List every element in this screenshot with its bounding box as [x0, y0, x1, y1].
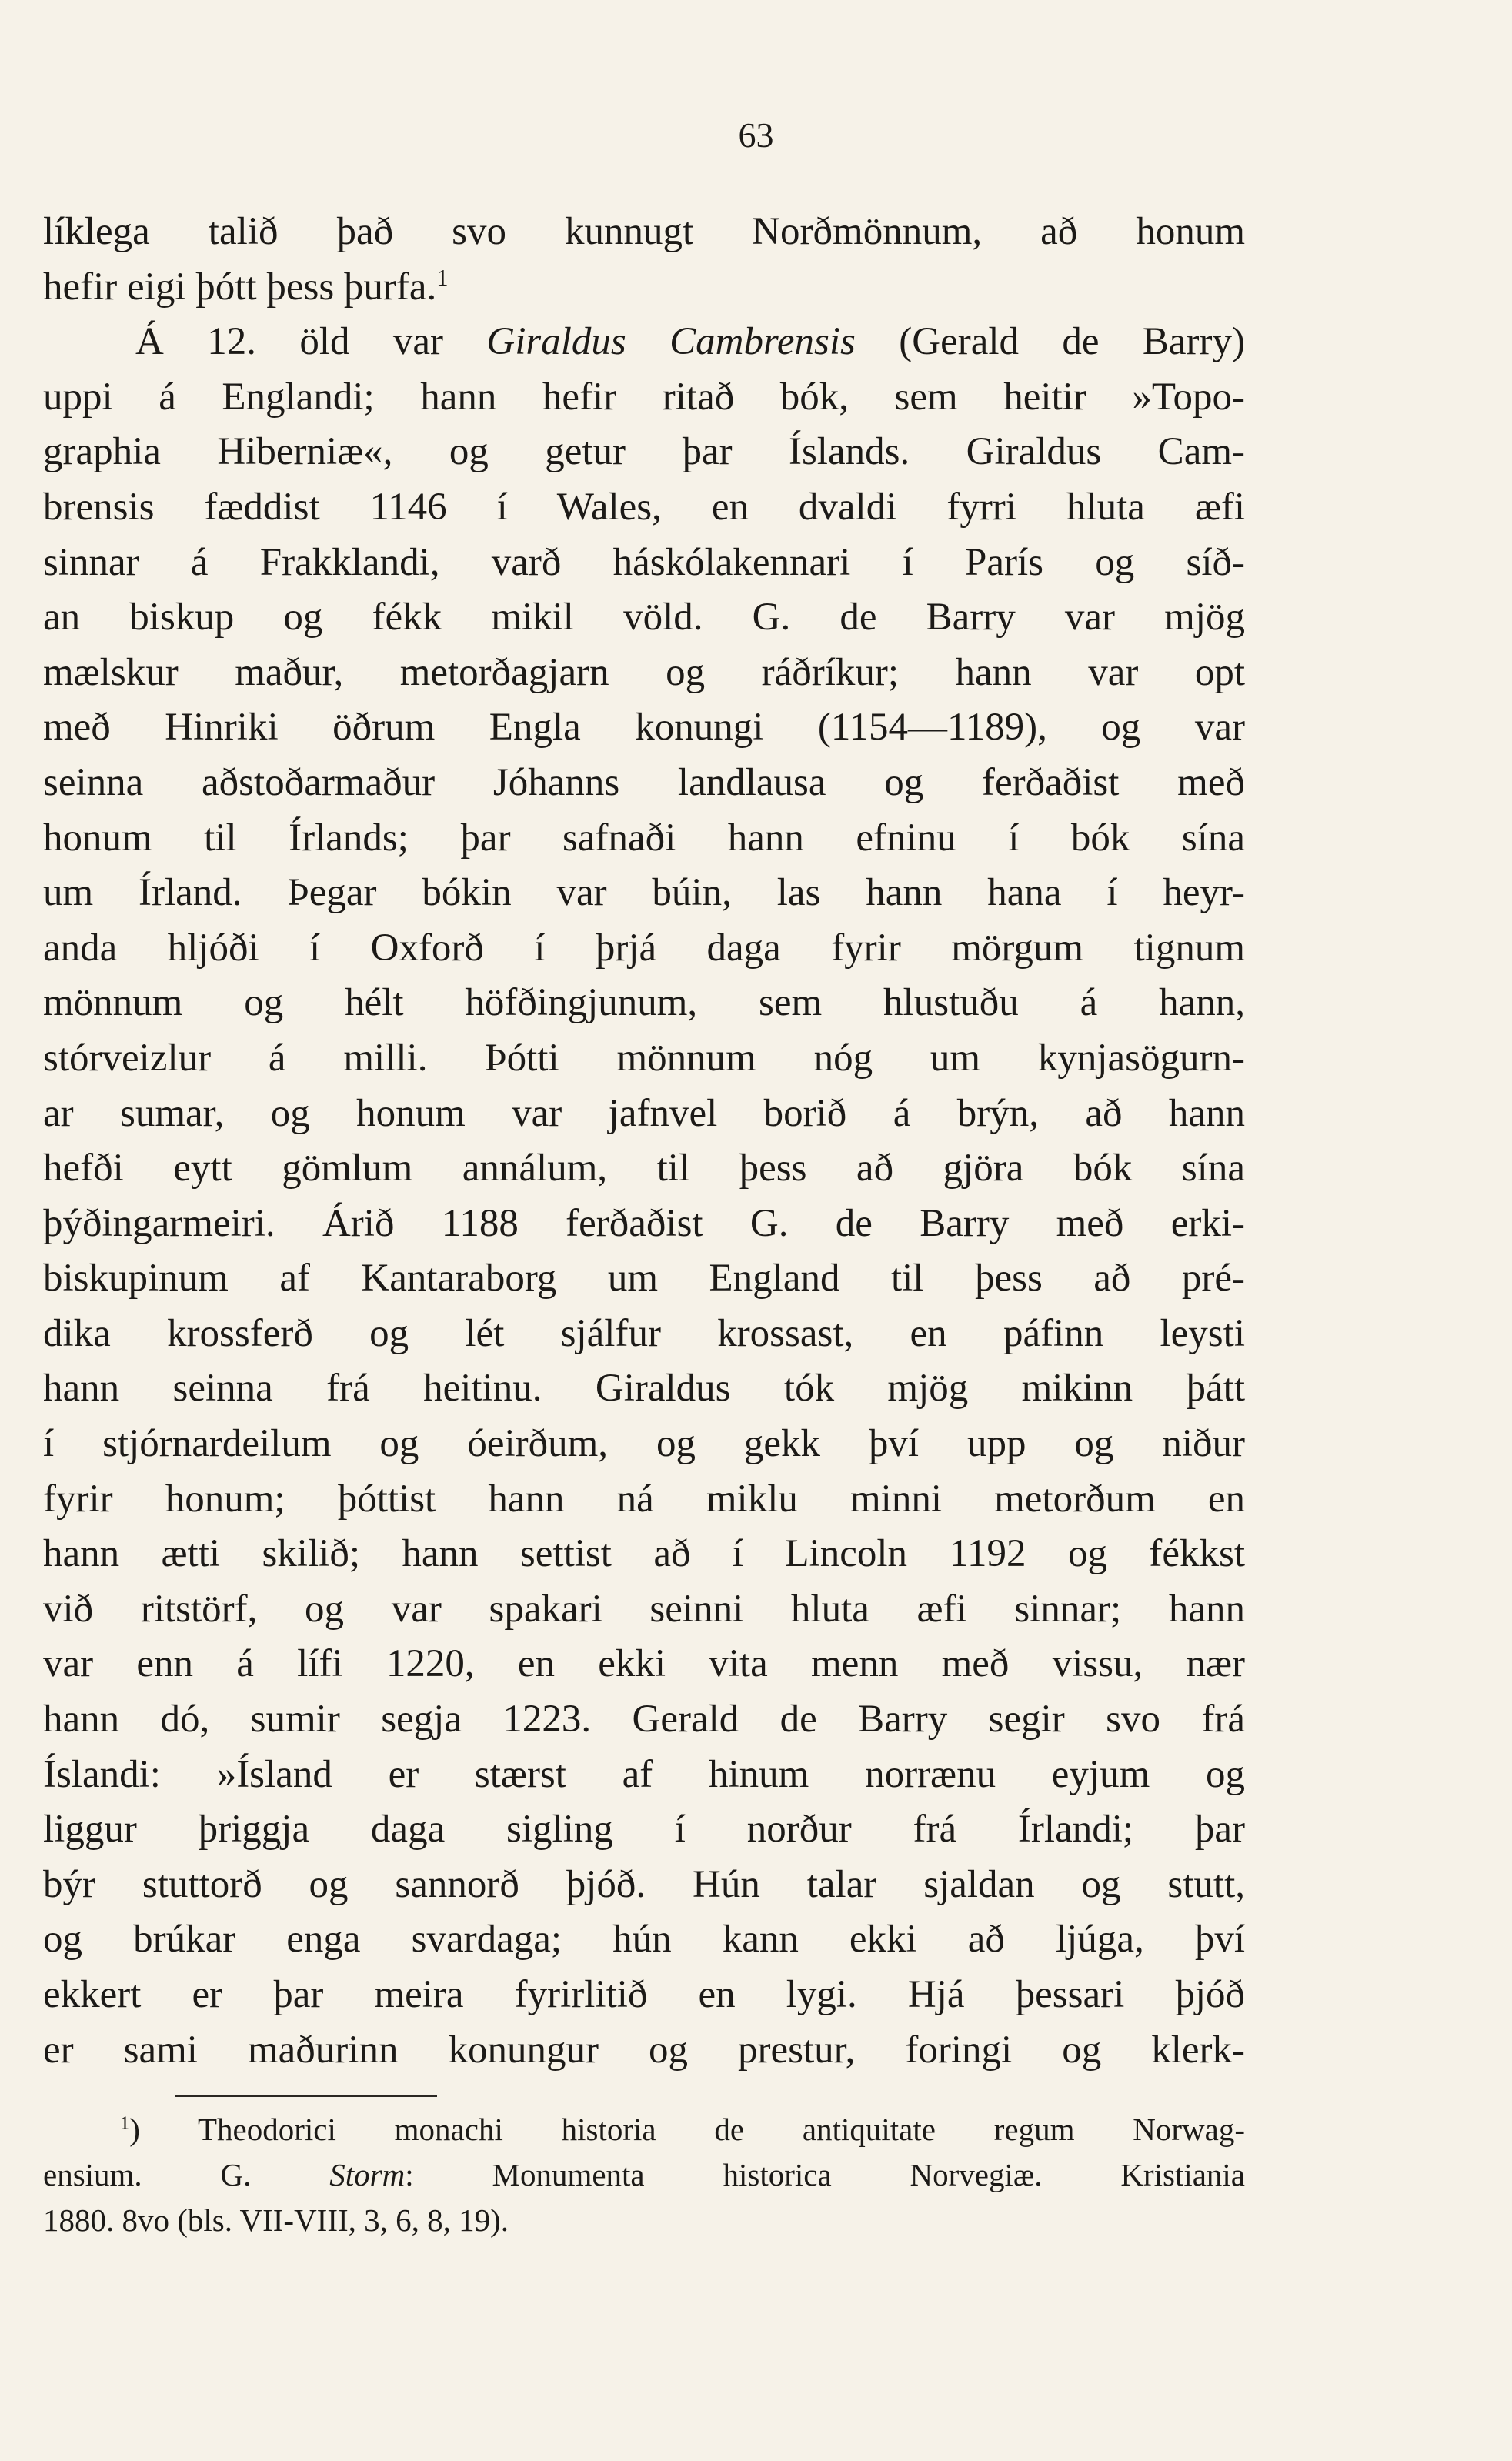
- text-fragment: Á 12. öld var: [135, 320, 487, 364]
- page-number: 63: [738, 115, 774, 155]
- footnote-text: Theodorici monachi historia de antiquitate regum Norwag-: [198, 2112, 1245, 2147]
- body-text: [43, 205, 1245, 2078]
- italic-name: Giraldus Cambrensis: [486, 320, 856, 364]
- text-line: er sami maðurinn konungur og prestur, foringi og klerk-: [43, 2028, 1245, 2072]
- text-line: [43, 260, 1245, 316]
- text-line: í stjórnardeilum og óeirðum, og gekk því upp og niður: [43, 1422, 1245, 1466]
- text-line: an biskup og fékk mikil völd. G. de Barry var mjög: [43, 596, 1245, 639]
- text-line: liggur þriggja daga sigling í norður frá Írlandi; þar: [43, 1808, 1245, 1852]
- footnote-divider: [175, 2095, 437, 2097]
- text-line: þýðingarmeiri. Árið 1188 ferðaðist G. de Barry með erki-: [43, 1201, 1245, 1245]
- text-line: graphia Hiberniæ«, og getur þar Íslands. Giraldus Cam-: [43, 430, 1245, 474]
- text-line: biskupinum af Kantaraborg um England til þess að pré-: [43, 1257, 1245, 1301]
- text-line: og brúkar enga svardaga; hún kann ekki að ljúga, því: [43, 1918, 1245, 1962]
- text-line: Íslandi: »Ísland er stærst af hinum norrænu eyjum og: [43, 1752, 1245, 1796]
- text-line: var enn á lífi 1220, en ekki vita menn með vissu, nær: [43, 1642, 1245, 1686]
- text-line: sinnar á Frakklandi, varð háskólakennari í París og síð-: [43, 540, 1245, 584]
- text-line: hann dó, sumir segja 1223. Gerald de Barry segir svo frá: [43, 1698, 1245, 1741]
- text-line: með Hinriki öðrum Engla konungi (1154—1189), og var: [43, 706, 1245, 750]
- text-line-content: hefir eigi þótt þess þurfa.: [43, 265, 437, 309]
- text-line: anda hljóði í Oxforð í þrjá daga fyrir mörgum tignum: [43, 926, 1245, 970]
- text-line: býr stuttorð og sannorð þjóð. Hún talar sjaldan og stutt,: [43, 1862, 1245, 1906]
- text-fragment: (Gerald de Barry): [855, 320, 1245, 364]
- text-line: um Írland. Þegar bókin var búin, las hann hana í heyr-: [43, 871, 1245, 915]
- text-line: mælskur maður, metorðagjarn og ráðríkur; hann var opt: [43, 650, 1245, 694]
- text-line: hefði eytt gömlum annálum, til þess að gjöra bók sína: [43, 1147, 1245, 1190]
- footnote-reference: 1: [436, 264, 449, 291]
- text-line: honum til Írlands; þar safnaði hann efninu í bók sína: [43, 816, 1245, 860]
- text-line: fyrir honum; þóttist hann ná miklu minni metorðum en: [43, 1477, 1245, 1521]
- text-line: uppi á Englandi; hann hefir ritað bók, sem heitir »Topo-: [43, 375, 1245, 419]
- text-line: hann seinna frá heitinu. Giraldus tók mjög mikinn þátt: [43, 1367, 1245, 1411]
- footnote-text: ensium. G.: [43, 2157, 330, 2192]
- text-line: seinna aðstoðarmaður Jóhanns landlausa og ferðaðist með: [43, 760, 1245, 804]
- text-line: mönnum og hélt höfðingjunum, sem hlustuðu á hann,: [43, 981, 1245, 1025]
- text-line: við ritstörf, og var spakari seinni hluta æfi sinnar; hann: [43, 1587, 1245, 1631]
- text-line: ekkert er þar meira fyrirlitið en lygi. Hjá þessari þjóð: [43, 1973, 1245, 2016]
- text-line: líklega talið það svo kunnugt Norðmönnum, að honum: [43, 210, 1245, 253]
- footnote-line: 1880. 8vo (bls. VII-VIII, 3, 6, 8, 19).: [43, 2202, 509, 2238]
- text-line: stórveizlur á milli. Þótti mönnum nóg um kynjasögurn-: [43, 1036, 1245, 1080]
- footnote-marker: 1: [120, 2112, 130, 2134]
- italic-name: Storm: [329, 2157, 406, 2192]
- footnote: [43, 2107, 1245, 2243]
- text-line: hann ætti skilið; hann settist að í Lincoln 1192 og fékkst: [43, 1532, 1245, 1576]
- footnote-line: $^1$) Theodorici monachi historia de antiquitate regum Norwag-: [120, 2112, 1245, 2147]
- text-line: dika krossferð og lét sjálfur krossast, en páfinn leysti: [43, 1311, 1245, 1355]
- text-line: [43, 315, 1245, 370]
- footnote-line: [43, 2152, 1245, 2198]
- footnote-text: : Monumenta historica Norvegiæ. Kristiania: [405, 2157, 1245, 2192]
- text-line: ar sumar, og honum var jafnvel borið á brýn, að hann: [43, 1091, 1245, 1135]
- text-line: brensis fæddist 1146 í Wales, en dvaldi fyrri hluta æfi: [43, 485, 1245, 529]
